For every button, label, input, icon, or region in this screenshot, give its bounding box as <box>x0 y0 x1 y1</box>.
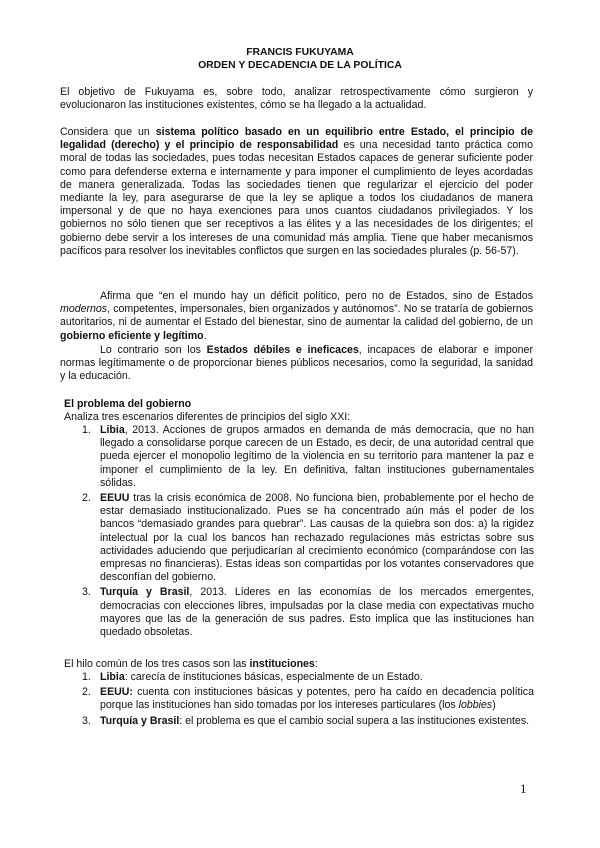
list-item <box>64 671 534 684</box>
list-item-bold: Libia <box>100 424 125 436</box>
p3-text-a: Afirma que “en el mundo hay un déficit político, pero no de Estados, sino de Estados <box>100 290 533 302</box>
paragraph-weak-states <box>60 344 533 384</box>
list-item-text: , 2013. Acciones de grupos armados en demanda de más democracia, que no han llegado a consolidarse porque carecen de un Estado, es decir, de una autoridad central que pueda ejercer el monopolio legítimo de la violencia en su territorio para mantener la paz e imponer el cumplimiento de la ley. En definitiva, faltan instituciones gubernamentales sólidas. <box>100 424 534 489</box>
section-heading: El problema del gobierno <box>64 398 192 410</box>
list-item <box>64 586 534 639</box>
common-thread-colon: : <box>314 658 318 670</box>
title-book: ORDEN Y DECADENCIA DE LA POLÍTICA <box>198 60 402 71</box>
list-number: 3. <box>82 714 91 727</box>
list-item <box>64 715 534 728</box>
p4-bold: Estados débiles e ineficaces <box>206 344 359 356</box>
list-item <box>64 424 534 490</box>
list-item-bold: Turquía y Brasil <box>100 714 180 727</box>
list-item-italic: lobbies <box>458 699 493 712</box>
paragraph-deficit <box>60 290 533 343</box>
p3-text-c: , competentes, impersonales, bien organizados y autónomos”. No se trataría de gobiernos autoritarios, ni de aumentar el Estado del bienestar, sino de aumentar la calidad del gobierno, de un <box>60 303 533 329</box>
list-item-text: : carecía de instituciones básicas, especialmente de un Estado. <box>124 671 423 683</box>
scenarios-list <box>64 424 534 639</box>
p2-text-c: es una necesidad tanto práctica como moral de todas las sociedades, pues todas necesitan Estados capaces de generar suficiente poder como para defenderse externa e internamente y para imponer el cumplimiento de leyes acordadas de manera generalizada. Todas las sociedades tienen que regularizar el ejercicio del poder mediante la ley, para asegurarse de que la ley se aplique a todos los ciudadanos de manera impersonal y de que no haya exenciones para unos cuantos ciudadanos privilegiados. Y los gobiernos no sólo tienen que ser receptivos a las élites y a las necesidades de los dirigentes; el gobierno debe servir a los intereses de una comunidad más amplia. Tiene que haber mecanismos pacíficos para resolver los inevitables conflictos que surgen en las sociedades plurales (p. 56-57). <box>60 139 533 257</box>
list-item-tail: ) <box>492 699 496 712</box>
list-item-text: cuenta con instituciones básicas y potentes, pero ha caído en decadencia política porque las instituciones han sido tomadas por los intereses particulares (los <box>100 686 534 712</box>
list-number: 3. <box>82 586 91 599</box>
p3-bold: gobierno eficiente y legítimo <box>60 329 204 342</box>
section-intro: Analiza tres escenarios diferentes de principios del siglo XXI: <box>64 411 351 423</box>
list-item-text: : el problema es que el cambio social supera a las instituciones existentes. <box>179 714 530 727</box>
list-item-bold: EEUU: <box>100 686 133 699</box>
summary-list <box>64 671 534 728</box>
intro-paragraph: El objetivo de Fukuyama es, sobre todo, analizar retrospectivamente cómo surgieron y evolucionaron las instituciones existentes, cómo se ha llegado a la actualidad. <box>60 86 533 112</box>
list-item-text: tras la crisis económica de 2008. No funciona bien, probablemente por el hecho de estar demasiado institucionalizado. Pues se ha concentrado aún más el poder de los bancos “demasiado grandes para quebrar”. Las causas de la quiebra son dos: a) la rigidez intelectual por la cual los bancos han rechazado regulaciones más estrictas sobre sus actividades aduciendo que perjudicarían al crecimiento económico (comparándose con las empresas no financieras). Estas ideas son compartidas por los votantes conservadores que desconfían del gobierno. <box>100 492 534 584</box>
common-thread <box>64 658 534 671</box>
p2-bold: sistema político basado en un equilibrio entre Estado, el principio de legalidad (derecho) y el principio de responsabilidad <box>60 126 534 152</box>
p3-italic: modernos <box>60 303 108 316</box>
common-thread-bold: instituciones <box>249 658 315 670</box>
list-item-bold: Libia <box>100 671 125 683</box>
list-item-bold: EEUU <box>100 492 130 505</box>
p2-text-a: Considera que un <box>60 126 156 138</box>
list-number: 1. <box>82 671 91 683</box>
list-item-bold: Turquía y Brasil <box>100 586 190 599</box>
title-author: FRANCIS FUKUYAMA <box>246 47 354 58</box>
list-item-text: , 2013. Líderes en las economías de los mercados emergentes, democracias con elecciones libres, impulsadas por la clase media con expectativas mucho mayores que las de la generación de sus padres. Esto implica que las instituciones han quedado obsoletas. <box>100 586 535 639</box>
list-number: 2. <box>82 686 91 699</box>
paragraph-equilibrium <box>60 126 533 258</box>
list-item <box>64 492 534 584</box>
page-number: 1 <box>520 781 527 796</box>
p4-text-c: , incapaces de elaborar e imponer normas legítimamente o de proporcionar bienes públicos necesarios, como la seguridad, la sanidad y la educación. <box>60 344 533 383</box>
list-item <box>64 686 534 712</box>
list-number: 2. <box>82 492 91 505</box>
p4-text-a: Lo contrario son los <box>100 344 207 356</box>
p3-text-e: . <box>203 329 207 342</box>
common-thread-text: El hilo común de los tres casos son las <box>64 658 250 670</box>
list-number: 1. <box>82 424 91 436</box>
